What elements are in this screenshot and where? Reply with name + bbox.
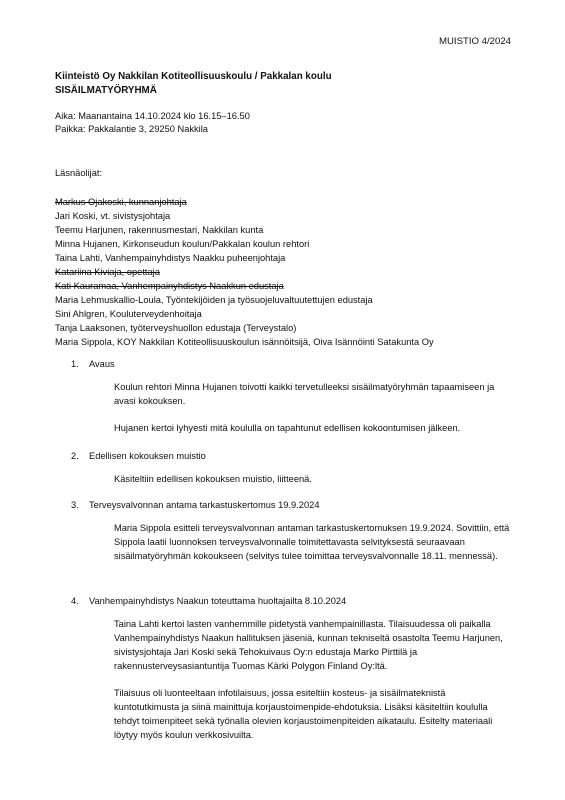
section-number: 2. <box>71 451 79 461</box>
section-body <box>114 380 511 435</box>
section-paragraph: Tilaisuus oli luonteeltaan infotilaisuus, jossa esiteltiin kosteus- ja sisäilmateknistä kuntotutkimusta ja siinä mainittuja korjaustoimenpide-ehdotuksia. Lisäksi käsiteltiin koululla tehdyt toimenpiteet sekä työnalla olevien korjaustoimenpiteiden aikataulu. Esitelty materiaali löytyy myös koulun verkkosivuilta. <box>114 688 493 740</box>
agenda-section-4 <box>71 595 511 755</box>
meeting-details <box>55 110 250 136</box>
attendee-item: Kati Kauramaa, Vanhempainyhdistys Naakkun edustaja <box>55 281 284 291</box>
section-title: Terveysvalvonnan antama tarkastuskertomus 19.9.2024 <box>89 500 320 510</box>
attendee-item: Maria Lehmuskallio-Loula, Työntekijöiden ja työsuojeluvaltuutettujen edustaja <box>55 295 373 305</box>
attendee-item: Tanja Laaksonen, työterveyshuollon edustaja (Terveystalo) <box>55 323 297 333</box>
title-line-organization: Kiinteistö Oy Nakkilan Kotiteollisuuskoulu / Pakkalan koulu <box>55 71 332 82</box>
section-heading <box>71 358 511 371</box>
attendee-item: Taina Lahti, Vanhempainyhdistys Naakku puheenjohtaja <box>55 253 286 263</box>
section-number: 3. <box>71 500 79 510</box>
memo-number: MUISTIO 4/2024 <box>439 36 511 47</box>
attendees-list <box>55 195 434 349</box>
section-title: Vanhempainyhdistys Naakun toteuttama huoltajailta 8.10.2024 <box>89 596 347 606</box>
agenda-section-3 <box>71 499 511 576</box>
attendees-label: Läsnäolijat: <box>55 168 103 178</box>
section-paragraph: Koulun rehtori Minna Hujanen toivotti kaikki tervetulleeksi sisäilmatyöryhmän tapaamiseen ja avasi kokouksen. <box>114 382 495 406</box>
meeting-place: Paikka: Pakkalantie 3, 29250 Nakkila <box>55 124 208 134</box>
agenda-section-2 <box>71 450 511 499</box>
section-paragraph: Maria Sippola esitteli terveysvalvonnan antaman tarkastuskertomuksen 19.9.2024. Sovittiin, että Sippola laatii luonnoksen terveysvalvonnalle toimitettavasta selvityksestä seuraavaan sisäilmatyöryhmän kokoukseen (selvitys tulee toimittaa terveysvalvonnalle 18.11. mennessä). <box>114 523 510 561</box>
document-title <box>55 70 332 97</box>
section-heading <box>71 499 511 512</box>
section-body <box>114 617 511 742</box>
attendee-item: Teemu Harjunen, rakennusmestari, Nakkilan kunta <box>55 225 264 235</box>
agenda-section-1 <box>71 358 511 448</box>
section-paragraph: Käsiteltiin edellisen kokouksen muistio, liitteenä. <box>114 474 312 484</box>
section-title: Edellisen kokouksen muistio <box>89 451 206 461</box>
title-line-group: SISÄILMATYÖRYHMÄ <box>55 84 157 96</box>
meeting-time: Aika: Maanantaina 14.10.2024 klo 16.15–16.50 <box>55 111 250 121</box>
attendee-item: Jari Koski, vt. sivistysjohtaja <box>55 211 171 221</box>
section-number: 1. <box>71 359 79 369</box>
attendee-item: Maria Sippola, KOY Nakkilan Kotiteollisuuskoulun isännöitsijä, Oiva Isännöinti Satakunta Oy <box>55 337 434 347</box>
section-heading <box>71 450 511 463</box>
attendee-item: Katariina Kiviaja, opettaja <box>55 267 160 277</box>
section-body <box>114 521 511 563</box>
section-title: Avaus <box>89 359 115 369</box>
attendee-item: Minna Hujanen, Kirkonseudun koulun/Pakkalan koulun rehtori <box>55 239 310 249</box>
attendee-item: Markus Ojakoski, kunnanjohtaja <box>55 197 187 207</box>
section-paragraph: Hujanen kertoi lyhyesti mitä koululla on tapahtunut edellisen kokoontumisen jälkeen. <box>114 423 461 433</box>
section-paragraph: Taina Lahti kertoi lasten vanhemmille pidetystä vanhempainillasta. Tilaisuudessa oli paikalla Vanhempainyhdistys Naakun hallituksen jäseniä, kunnan tekniseltä osastolta Teemu Harjunen, sivistysjohtaja Jari Koski sekä Tehokuivaus Oy:n edustaja Marko Pirttilä ja rakennusterveysasiantuntija Tuomas Kärki Polygon Finland Oy:ltä. <box>114 619 503 671</box>
attendee-item: Sini Ahlgren, Kouluterveydenhoitaja <box>55 309 202 319</box>
section-number: 4. <box>71 596 79 606</box>
section-heading <box>71 595 511 608</box>
section-body <box>114 472 511 486</box>
